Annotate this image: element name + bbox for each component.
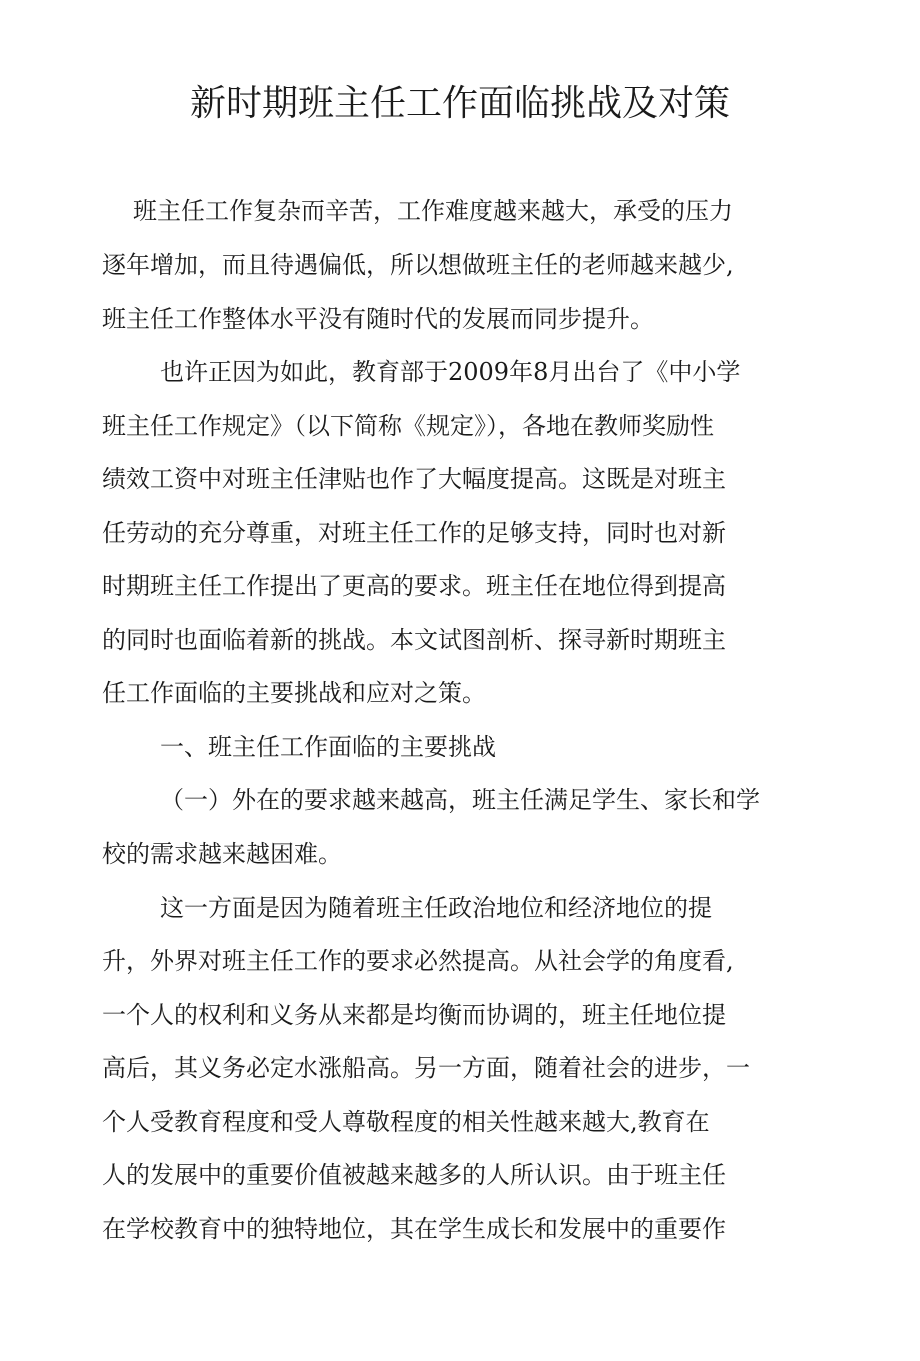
text-line: 的同时也面临着新的挑战。本文试图剖析、探寻新时期班主 xyxy=(102,626,726,654)
text-line: 一个人的权利和义务从来都是均衡而协调的，班主任地位提 xyxy=(102,1001,726,1029)
subsection-heading-cont: 校的需求越来越困难。 xyxy=(102,840,342,868)
text-line: 升，外界对班主任工作的要求必然提高。从社会学的角度看, xyxy=(102,947,734,975)
text-line: 班主任工作整体水平没有随时代的发展而同步提升。 xyxy=(102,305,654,333)
text-line: 人的发展中的重要价值被越来越多的人所认识。由于班主任 xyxy=(102,1161,726,1189)
text-line: 班主任工作规定》（以下简称《规定》），各地在教师奖励性 xyxy=(102,412,714,440)
text-line: 绩效工资中对班主任津贴也作了大幅度提高。这既是对班主 xyxy=(102,465,726,493)
text-line: 逐年增加，而且待遇偏低，所以想做班主任的老师越来越少, xyxy=(102,251,734,279)
subsection-heading: （一）外在的要求越来越高，班主任满足学生、家长和学 xyxy=(160,786,760,814)
text-line: 这一方面是因为随着班主任政治地位和经济地位的提 xyxy=(160,894,712,922)
text-line: 个人受教育程度和受人尊敬程度的相关性越来越大,教育在 xyxy=(102,1108,710,1136)
text-line: 也许正因为如此，教育部于2009年8月出台了《中小学 xyxy=(160,358,741,386)
section-heading: 一、班主任工作面临的主要挑战 xyxy=(160,733,496,761)
document-title: 新时期班主任工作面临挑战及对策 xyxy=(189,83,730,124)
text-line: 高后，其义务必定水涨船高。另一方面，随着社会的进步，一 xyxy=(102,1054,750,1082)
text-line: 在学校教育中的独特地位，其在学生成长和发展中的重要作 xyxy=(102,1215,726,1243)
text-line: 任工作面临的主要挑战和应对之策。 xyxy=(102,679,486,707)
text-line: 班主任工作复杂而辛苦，工作难度越来越大，承受的压力 xyxy=(133,197,733,225)
text-line: 时期班主任工作提出了更高的要求。班主任在地位得到提高 xyxy=(102,572,726,600)
text-line: 任劳动的充分尊重，对班主任工作的足够支持，同时也对新 xyxy=(102,519,726,547)
